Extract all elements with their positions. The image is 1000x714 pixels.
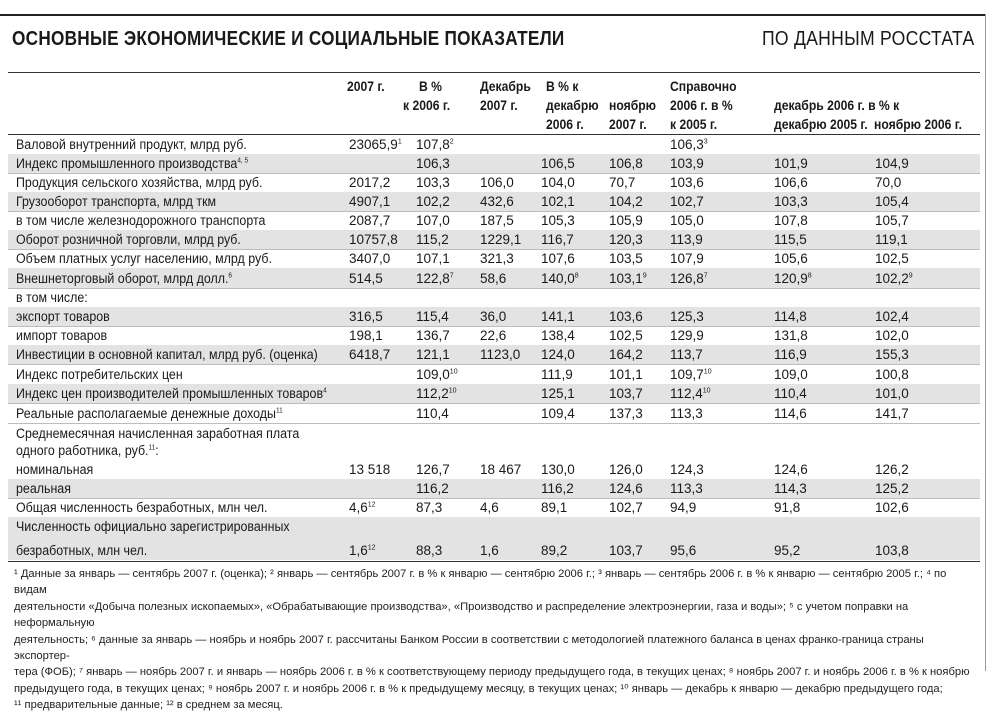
col-ref-c: к 2005 г. (670, 117, 718, 132)
cell-n2006: 103,8 (875, 543, 909, 558)
col-2007: 2007 г. (347, 79, 385, 94)
row-label: Объем платных услуг населению, млрд руб. (16, 251, 272, 266)
cell-n2006: 125,2 (875, 481, 909, 496)
footnote-line: тера (ФОБ); ⁷ январь — ноябрь 2007 г. и январь — ноябрь 2006 г. в % к соответствующему периоду предыдущего года, в текущих ценах; ⁸ ноябрь 2007 г. и ноябрь 2006 г. в % к ноябрю (14, 666, 970, 679)
cell-dec2006: 105,3 (541, 213, 575, 228)
cell-d2005: 114,8 (774, 309, 807, 324)
cell-d2005: 120,9$^8$ (774, 271, 812, 286)
cell-dec2006: 104,0 (541, 175, 575, 190)
col-dec2006-a: декабрю (546, 98, 599, 113)
page-title: ОСНОВНЫЕ ЭКОНОМИЧЕСКИЕ И СОЦИАЛЬНЫЕ ПОКАЗАТЕЛИ (12, 28, 565, 50)
cell-v2007: 23065,9$^1$ (349, 137, 402, 152)
col-ref-a: Справочно (670, 79, 737, 94)
cell-nov2007: 120,3 (609, 232, 643, 247)
cell-dec2006: 125,1 (541, 386, 575, 401)
cell-n2006: 100,8 (875, 367, 909, 382)
cell-p2006: 121,1 (416, 347, 450, 362)
cell-p2006: 88,3 (416, 543, 443, 558)
cell-p2006: 102,2 (416, 194, 450, 209)
cell-v2007: 6418,7 (349, 347, 391, 362)
cell-ref: 125,3 (670, 309, 704, 324)
cell-nov2007: 70,7 (609, 175, 636, 190)
cell-p2006: 136,7 (416, 328, 450, 343)
row-label: Индекс потребительских цен (16, 367, 183, 382)
cell-dec2007: 1229,1 (480, 232, 522, 247)
cell-nov2007: 102,7 (609, 500, 643, 515)
cell-d2005: 115,5 (774, 232, 807, 247)
row-label: Среднемесячная начисленная заработная плата (16, 426, 300, 441)
cell-ref: 126,8$^7$ (670, 271, 708, 286)
cell-dec2007: 321,3 (480, 251, 514, 266)
col-pct2006-a: В % (419, 79, 442, 94)
row-label: Реальные располагаемые денежные доходы$^{11}$ (16, 406, 283, 421)
cell-dec2006: 140,0$^8$ (541, 271, 579, 286)
cell-dec2006: 141,1 (541, 309, 575, 324)
cell-dec2007: 22,6 (480, 328, 507, 343)
cell-nov2007: 103,6 (609, 309, 643, 324)
row-label: Общая численность безработных, млн чел. (16, 500, 268, 515)
row-label: Численность официально зарегистрированных (16, 519, 290, 534)
cell-nov2007: 124,6 (609, 481, 643, 496)
source-label: ПО ДАННЫМ РОССТАТА (761, 28, 974, 50)
cell-d2005: 109,0 (774, 367, 808, 382)
cell-ref: 113,3 (670, 406, 703, 421)
row-label: экспорт товаров (16, 309, 110, 324)
cell-dec2007: 432,6 (480, 194, 514, 209)
row-label: одного работника, руб.$^{11}$: (16, 443, 159, 458)
cell-nov2007: 106,8 (609, 156, 643, 171)
cell-v2007: 13 518 (349, 462, 391, 477)
cell-nov2007: 103,7 (609, 543, 643, 558)
cell-dec2006: 89,1 (541, 500, 568, 515)
cell-dec2007: 36,0 (480, 309, 507, 324)
col-pct2006-b: к 2006 г. (403, 98, 451, 113)
cell-nov2007: 104,2 (609, 194, 643, 209)
cell-dec2006: 130,0 (541, 462, 575, 477)
row-label: Внешнеторговый оборот, млрд долл.$^6$ (16, 271, 233, 286)
cell-dec2006: 109,4 (541, 406, 575, 421)
cell-dec2006: 116,2 (541, 481, 574, 496)
cell-ref: 109,7$^{10}$ (670, 367, 712, 382)
col-nov2006: ноябрю 2006 г. (874, 117, 963, 132)
cell-n2006: 105,4 (875, 194, 909, 209)
footnote-line: предыдущего года, в текущих ценах; ⁹ ноябрь 2007 г. и ноябрь 2006 г. в % к предыдущему месяцу, в текущих ценах; ¹⁰ январь — декабрь к январю — декабрю предыдущего года; (14, 682, 943, 695)
cell-ref: 113,3 (670, 481, 703, 496)
row-label: в том числе: (16, 290, 88, 305)
cell-d2005: 107,8 (774, 213, 808, 228)
cell-dec2007: 18 467 (480, 462, 522, 477)
cell-dec2006: 111,9 (541, 367, 573, 382)
cell-p2006: 122,8$^7$ (416, 271, 454, 286)
footnote-line: ¹¹ предварительные данные; ¹² в среднем за месяц. (14, 699, 283, 712)
cell-p2006: 107,1 (416, 251, 450, 266)
cell-v2007: $1,6^{12}$ (349, 543, 376, 558)
col-dec2007-a: Декабрь (480, 79, 531, 94)
cell-d2005: 116,9 (774, 347, 807, 362)
header-divider (8, 72, 980, 73)
cell-ref: 102,7 (670, 194, 704, 209)
cell-dec2007: 58,6 (480, 271, 507, 286)
cell-n2006: 102,4 (875, 309, 909, 324)
row-label: в том числе железнодорожного транспорта (16, 213, 266, 228)
cell-v2007: 198,1 (349, 328, 383, 343)
cell-d2005: 101,9 (774, 156, 808, 171)
cell-ref: 95,6 (670, 543, 697, 558)
cell-p2006: 106,3 (416, 156, 450, 171)
table-bottom-divider (8, 561, 980, 562)
row-label: Грузооборот транспорта, млрд ткм (16, 194, 217, 209)
cell-d2005: 124,6 (774, 462, 808, 477)
footnote-line: деятельность; ⁶ данные за январь — ноябрь и ноябрь 2007 г. рассчитаны Банком России в соответствии с методологией платежного баланса в ценах франко-граница страны экспортер- (14, 633, 924, 663)
cell-p2006: 126,7 (416, 462, 450, 477)
cell-v2007: 2087,7 (349, 213, 391, 228)
col-dec2006-b: 2006 г. (546, 117, 584, 132)
cell-p2006: 87,3 (416, 500, 443, 515)
cell-dec2006: 102,1 (541, 194, 575, 209)
cell-d2005: 131,8 (774, 328, 808, 343)
cell-v2007: $4,6^{12}$ (349, 500, 376, 515)
cell-d2005: 114,6 (774, 406, 807, 421)
row-label: Инвестиции в основной капитал, млрд руб. (оценка) (16, 347, 318, 362)
footnotes (14, 566, 979, 714)
cell-nov2007: 137,3 (609, 406, 643, 421)
cell-v2007: 4907,1 (349, 194, 391, 209)
cell-dec2006: 106,5 (541, 156, 575, 171)
cell-ref: 107,9 (670, 251, 704, 266)
cell-dec2006: 89,2 (541, 543, 568, 558)
cell-p2006: 112,2$^{10}$ (416, 386, 457, 401)
cell-v2007: 2017,2 (349, 175, 391, 190)
cell-p2006: 115,4 (416, 309, 449, 324)
cell-dec2006: 107,6 (541, 251, 575, 266)
cell-ref: 103,9 (670, 156, 704, 171)
cell-n2006: 141,7 (875, 406, 909, 421)
cell-p2006: 109,0$^{10}$ (416, 367, 458, 382)
cell-n2006: 101,0 (875, 386, 909, 401)
cell-n2006: 119,1 (875, 232, 908, 247)
cell-dec2006: 124,0 (541, 347, 575, 362)
cell-v2007: 10757,8 (349, 232, 398, 247)
table-header (8, 22, 978, 58)
col-pctk: В % к (546, 79, 579, 94)
row-label: безработных, млн чел. (16, 543, 148, 558)
cell-ref: 112,4$^{10}$ (670, 386, 711, 401)
cell-p2006: 107,8$^2$ (416, 137, 454, 152)
table-row (8, 479, 980, 498)
row-label: импорт товаров (16, 328, 108, 343)
cell-d2005: 103,3 (774, 194, 808, 209)
cell-nov2007: 102,5 (609, 328, 643, 343)
cell-p2006: 116,2 (416, 481, 449, 496)
cell-dec2006: 138,4 (541, 328, 575, 343)
cell-dec2007: 1123,0 (480, 347, 521, 362)
cell-d2005: 95,2 (774, 543, 801, 558)
row-label: Индекс цен производителей промышленных товаров$^4$ (16, 386, 327, 401)
cell-n2006: 102,0 (875, 328, 909, 343)
row-label: Продукция сельского хозяйства, млрд руб. (16, 175, 263, 190)
table-row (8, 288, 980, 307)
cell-n2006: 102,5 (875, 251, 909, 266)
cell-n2006: 155,3 (875, 347, 909, 362)
cell-n2006: 70,0 (875, 175, 902, 190)
cell-ref: 113,7 (670, 347, 703, 362)
cell-d2005: 105,6 (774, 251, 808, 266)
col-dec2007-b: 2007 г. (480, 98, 518, 113)
cell-nov2007: 101,1 (609, 367, 643, 382)
cell-nov2007: 103,1$^9$ (609, 271, 647, 286)
cell-p2006: 115,2 (416, 232, 449, 247)
cell-p2006: 110,4 (416, 406, 449, 421)
cell-ref: 113,9 (670, 232, 703, 247)
row-label: реальная (16, 481, 71, 496)
cell-p2006: 107,0 (416, 213, 450, 228)
cell-p2006: 103,3 (416, 175, 450, 190)
cell-nov2007: 164,2 (609, 347, 643, 362)
cell-nov2007: 105,9 (609, 213, 643, 228)
cell-d2005: 114,3 (774, 481, 807, 496)
cell-n2006: 102,6 (875, 500, 909, 515)
cell-ref: 103,6 (670, 175, 704, 190)
row-label: Индекс промышленного производства$^{4, 5}$ (16, 156, 249, 171)
cell-dec2007: 106,0 (480, 175, 514, 190)
cell-d2005: 91,8 (774, 500, 801, 515)
adjacent-column-edge (985, 14, 1000, 671)
cell-d2005: 106,6 (774, 175, 808, 190)
cell-n2006: 126,2 (875, 462, 909, 477)
footnote-line: деятельности «Добыча полезных ископаемых», «Обрабатывающие производства», «Производство и распределение электроэнергии, газа и воды»; ⁵ с учетом поправки на неформальную (14, 600, 909, 630)
cell-ref: 129,9 (670, 328, 704, 343)
col-nov2007-a: ноябрю (609, 98, 656, 113)
cell-ref: 94,9 (670, 500, 697, 515)
cell-dec2007: 4,6 (480, 500, 499, 515)
cell-dec2006: 116,7 (541, 232, 574, 247)
cell-ref: 106,3$^3$ (670, 137, 708, 152)
cell-nov2007: 126,0 (609, 462, 643, 477)
cell-nov2007: 103,7 (609, 386, 643, 401)
cell-n2006: 102,2$^9$ (875, 271, 913, 286)
cell-n2006: 104,9 (875, 156, 909, 171)
col-nov2007-b: 2007 г. (609, 117, 647, 132)
row-label: Валовой внутренний продукт, млрд руб. (16, 137, 247, 152)
row-label: Оборот розничной торговли, млрд руб. (16, 232, 241, 247)
cell-ref: 124,3 (670, 462, 704, 477)
cell-ref: 105,0 (670, 213, 704, 228)
col-dec2005: декабрю 2005 г. (774, 117, 868, 132)
row-label: номинальная (16, 462, 94, 477)
col-ref-b: 2006 г. в % (670, 98, 733, 113)
cell-dec2007: 187,5 (480, 213, 514, 228)
cell-n2006: 105,7 (875, 213, 909, 228)
cell-v2007: 316,5 (349, 309, 383, 324)
col-dec2006pct: декабрь 2006 г. в % к (774, 98, 900, 113)
cell-v2007: 3407,0 (349, 251, 391, 266)
cell-nov2007: 103,5 (609, 251, 643, 266)
cell-dec2007: 1,6 (480, 543, 499, 558)
cell-v2007: 514,5 (349, 271, 383, 286)
cell-d2005: 110,4 (774, 386, 807, 401)
footnote-line: ¹ Данные за январь — сентябрь 2007 г. (оценка); ² январь — сентябрь 2007 г. в % к январю — сентябрю 2006 г.; ³ январь — сентябрь 2006 г. в % к январю — сентябрю 2005 г.; ⁴ по видам (14, 568, 947, 597)
